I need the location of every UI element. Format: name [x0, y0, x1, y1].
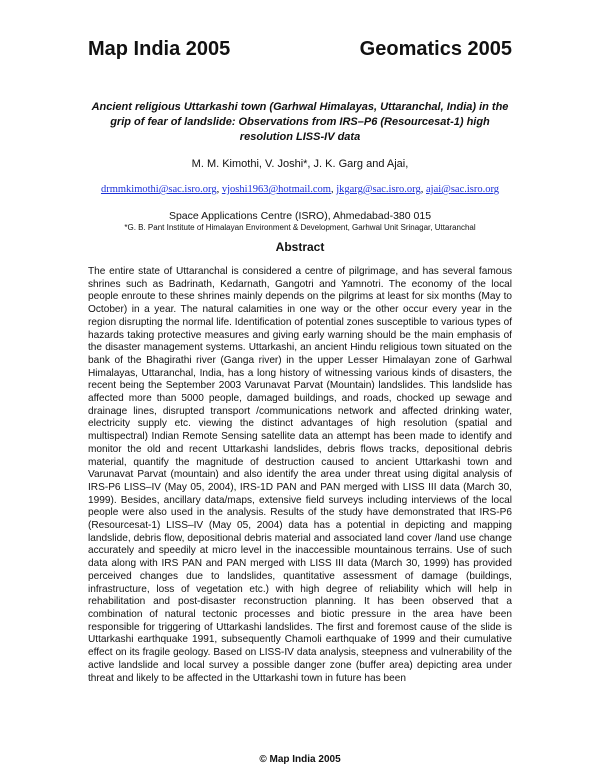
conference-name-left: Map India 2005	[88, 38, 231, 60]
affiliation-note: *G. B. Pant Institute of Himalayan Environment & Development, Garhwal Unit Srinagar, Uttaranchal	[124, 223, 476, 232]
author-emails: drmmkimothi@sac.isro.org, vjoshi1963@hotmail.com, jkgarg@sac.isro.org, ajai@sac.isro.org	[100, 184, 500, 195]
conference-name-right: Geomatics 2005	[359, 38, 512, 60]
paper-authors: M. M. Kimothi, V. Joshi*, J. K. Garg and Ajai,	[191, 158, 409, 170]
abstract-heading: Abstract	[275, 240, 325, 254]
footer-copyright: © Map India 2005	[259, 754, 341, 765]
affiliation: Space Applications Centre (ISRO), Ahmedabad-380 015	[168, 210, 432, 222]
abstract-body: The entire state of Uttaranchal is considered a centre of pilgrimage, and has several famous shrines such as Badrinath, Kedarnath, Gangotri and Yamnotri. The economy of the local people enroute to these shrines mainly depends on the pilgrims at least for six months (May to October) in a year. The natural calamities in one way or the other occur every year in the region disrupting the normal life. Identification of potential zones susceptible to various types of hazards taking protective measures and giving early warning should be the main emphasis of the disaster management systems. Uttarkashi, an ancient Hindu religious town situated on the bank of the Bhagirathi river (Ganga river) in the upper Lesser Himalayan zone of Garhwal Himalayas, Uttaranchal, India, has a long history of witnessing various kinds of disasters, the recent being the September 2003 Varunavat Parvat (Mountain) landslides. This landslide has affected more than 5000 people, damaged buildings, and roads, chocked up sewage and drainage lines, disrupted transport /communications network and affected drinking water, electricity supply etc. viewing the distinct advantages of high resolution (spatial and multispectral) Indian Remote Sensing satellite data an attempt has been made to identify and monitor the old and recent Uttarkashi landslides, debris flows tracks, depositional debris material, quantify the magnitude of destruction caused to ancient Uttarkashi town and Varunavat Parvat (mountain) and also identify the area under threat using digital analysis of IRS-P6 LISS–IV (May 05, 2004), IRS-1D PAN and PAN merged with LISS III data (March 30, 1999). Besides, ancillary data/maps, extensive field surveys including interviews of the local people were also used in the analysis. Results of the study have demonstrated that IRS-P6 (Resourcesat-1) LISS–IV (May 05, 2004) data has a potential in depicting and mapping landslide, debris flow, depositional debris material and associated land cover /land use change accurately and speedily at micro level in the inaccessible mountainous terrains. Use of such data along with IRS PAN and PAN merged with LISS III data (March 30, 1999) has provided perceived changes due to landslides, quantitative assessment of damage (buildings, infrastructure, loss of vegetation etc.) with high degree of reliability which will help in rehabilitation and post-disaster reconstruction planning. It has been observed that a combination of natural tectonic processes and biotic pressure in the area have been responsible for triggering of Uttarkashi landslides. The first and foremost cause of the slide is Uttarkashi earthquake 1991, subsequently Chamoli earthquake of 1999 and their cumulative effect on its fragile geology. Based on LISS-IV data analysis, steepness and vulnerability of the active landslide and local survey a possible danger zone (buffer area) depicting area under threat and likely to be affected in the Uttarkashi town in future has been	[88, 266, 512, 684]
paper-title: Ancient religious Uttarkashi town (Garhwal Himalayas, Uttaranchal, India) in the grip of fear of landslide: Observations from IRS–P6 (Resourcesat-1) high resolution LISS-IV data	[91, 101, 509, 143]
email-link-garg[interactable]: jkgarg@sac.isro.org	[336, 184, 421, 195]
page-header	[88, 38, 512, 68]
email-link-kimothi[interactable]: drmmkimothi@sac.isro.org	[100, 184, 217, 195]
email-link-joshi[interactable]: vjoshi1963@hotmail.com	[221, 184, 331, 195]
email-link-ajai[interactable]: ajai@sac.isro.org	[426, 184, 500, 195]
